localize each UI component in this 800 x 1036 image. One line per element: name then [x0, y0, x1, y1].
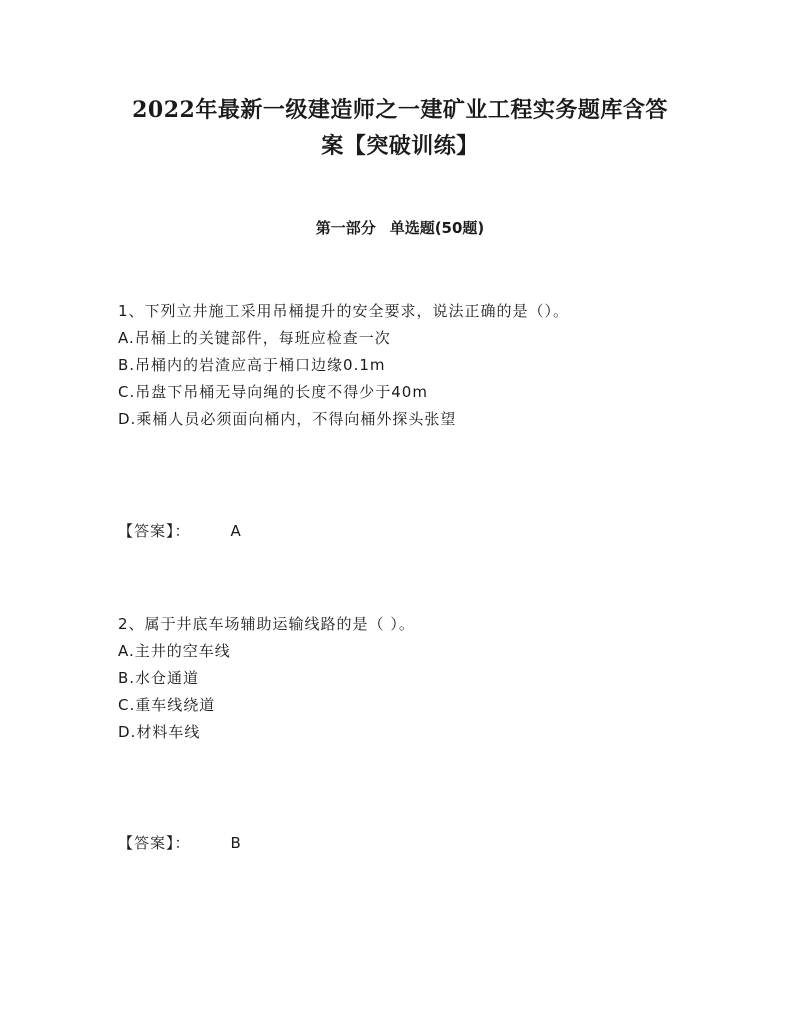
section-heading — [0, 216, 800, 240]
option-b: B.吊桶内的岩渣应高于桶口边缘0.1m — [118, 356, 386, 374]
document-title-line-1: 2022年最新一级建造师之一建矿业工程实务题库含答 — [132, 97, 668, 123]
section-type: 单选题(50题) — [389, 219, 485, 237]
answer-value: A — [230, 522, 242, 540]
option-c: C.重车线绕道 — [118, 696, 216, 714]
answer-2 — [118, 831, 242, 855]
document-title-line-2: 案【突破训练】 — [321, 133, 479, 159]
option-c: C.吊盘下吊桶无导向绳的长度不得少于40m — [118, 383, 428, 401]
question-stem: 2、属于井底车场辅助运输线路的是（ ）。 — [118, 615, 415, 633]
question-stem: 1、下列立井施工采用吊桶提升的安全要求，说法正确的是（）。 — [118, 302, 570, 320]
section-part: 第一部分 — [315, 219, 376, 237]
option-d: D.材料车线 — [118, 723, 201, 741]
option-a: A.主井的空车线 — [118, 642, 231, 660]
answer-value: B — [230, 834, 242, 852]
option-a: A.吊桶上的关键部件，每班应检查一次 — [118, 329, 391, 347]
question-2 — [118, 611, 738, 746]
question-1 — [118, 298, 738, 433]
answer-label: 【答案】： — [118, 522, 191, 540]
answer-1 — [118, 519, 242, 543]
option-d: D.乘桶人员必须面向桶内，不得向桶外探头张望 — [118, 410, 457, 428]
answer-label: 【答案】： — [118, 834, 191, 852]
option-b: B.水仓通道 — [118, 669, 200, 687]
